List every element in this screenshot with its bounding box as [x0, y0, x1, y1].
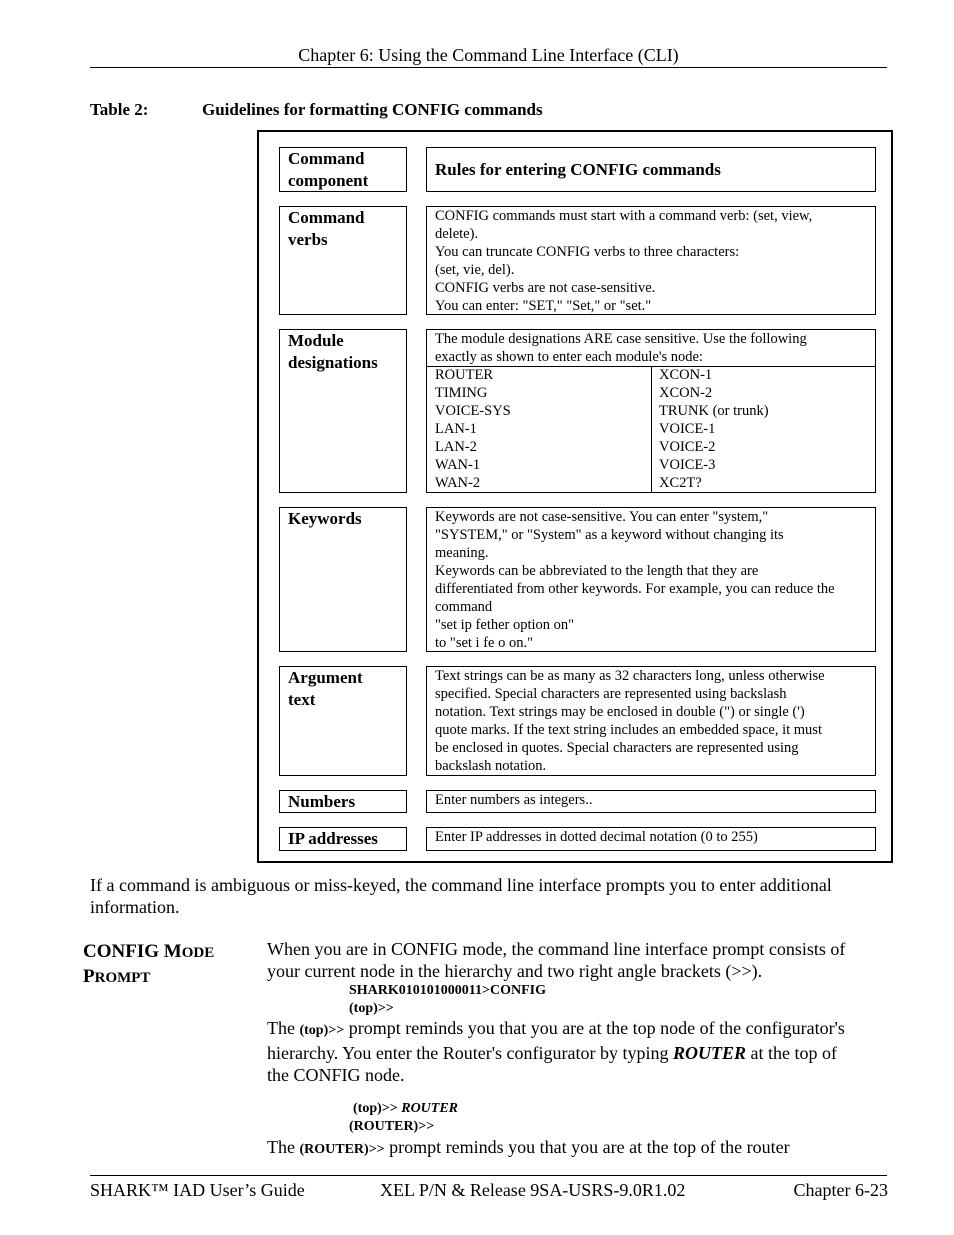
module-item: TRUNK (or trunk): [659, 403, 769, 419]
code-example-router: (top)>> ROUTER (ROUTER)>>: [349, 1101, 459, 1134]
module-item: WAN-1: [435, 457, 481, 473]
module-item: VOICE-2: [659, 439, 716, 455]
module-item: WAN-2: [435, 475, 481, 491]
module-item: VOICE-SYS: [435, 403, 511, 419]
label-ip-addresses: IP addresses: [279, 827, 407, 851]
section-heading-config-mode-prompt: CONFIG MODE PROMPT: [83, 941, 215, 987]
ambiguous-paragraph: If a command is ambiguous or miss-keyed, the command line interface prompts you to enter additional information.: [90, 875, 832, 917]
running-header: Chapter 6: Using the Command Line Interface (CLI): [298, 45, 679, 65]
rules-numbers: Enter numbers as integers..: [426, 790, 876, 813]
label-argument-text: Argument text: [279, 666, 407, 776]
table-caption-title: Guidelines for formatting CONFIG commands: [202, 100, 543, 119]
label-command-verbs: Command verbs: [279, 206, 407, 315]
label-module-designations: Module designations: [279, 329, 407, 493]
prompt-intro-paragraph: When you are in CONFIG mode, the command line interface prompt consists of your current node in the hierarchy and two right angle brackets (>>).: [267, 939, 846, 981]
module-list-right: [659, 366, 769, 492]
module-item: LAN-1: [435, 421, 477, 437]
router-prompt-paragraph: The (ROUTER)>> prompt reminds you that you are at the top of the router: [267, 1137, 790, 1157]
table-caption-label: Table 2:: [90, 100, 149, 119]
module-item: XCON-2: [659, 385, 713, 401]
rules-argument-text: Text strings can be as many as 32 characters long, unless otherwise specified. Special characters are represented using backslash notation. Text strings may be enclosed in double (") or single (') quote marks. If the text string includes an embedded space, it must be enclosed in quotes. Special characters are represented using backslash notation.: [426, 666, 876, 776]
label-numbers: Numbers: [279, 790, 407, 813]
module-item: ROUTER: [435, 367, 493, 383]
module-item: VOICE-1: [659, 421, 716, 437]
module-item: TIMING: [435, 385, 488, 401]
footer-part-number: XEL P/N & Release 9SA-USRS-9.0R1.02: [380, 1180, 686, 1200]
rules-ip-addresses: Enter IP addresses in dotted decimal notation (0 to 255): [426, 827, 876, 851]
top-prompt-paragraph: The (top)>> prompt reminds you that you are at the top node of the configurator's hierarchy. You enter the Router's configurator by typing ROUTER at the top of the CONFIG node.: [267, 1018, 845, 1085]
rules-command-verbs: CONFIG commands must start with a command verb: (set, view, delete). You can truncate CONFIG verbs to three characters: (set, vie, del). CONFIG verbs are not case-sensitive. You can enter: "SET," "Set," or "set.": [426, 206, 876, 315]
module-column-divider: [651, 366, 652, 493]
module-item: VOICE-3: [659, 457, 716, 473]
footer-guide-title: SHARK™ IAD User’s Guide: [90, 1180, 305, 1200]
header-component-cell: Command component: [279, 147, 407, 192]
code-example-config: SHARK010101000011>CONFIG (top)>>: [349, 983, 546, 1016]
footer-page-number: Chapter 6-23: [793, 1180, 888, 1200]
footer-rule: [90, 1175, 887, 1176]
rules-module-designations: The module designations ARE case sensitive. Use the following exactly as shown to enter each module's node:: [426, 329, 876, 493]
module-item: LAN-2: [435, 439, 477, 455]
module-list-left: [435, 366, 511, 492]
header-rules-cell: Rules for entering CONFIG commands: [426, 147, 876, 192]
module-item: XC2T?: [659, 475, 702, 491]
module-item: XCON-1: [659, 367, 713, 383]
header-rule: [90, 67, 887, 68]
label-keywords: Keywords: [279, 507, 407, 652]
rules-keywords: Keywords are not case-sensitive. You can enter "system," "SYSTEM," or "System" as a keyword without changing its meaning. Keywords can be abbreviated to the length that they are differentiated from other keywords. For example, you can reduce the command "set ip fether option on" to "set i fe o on.": [426, 507, 876, 652]
